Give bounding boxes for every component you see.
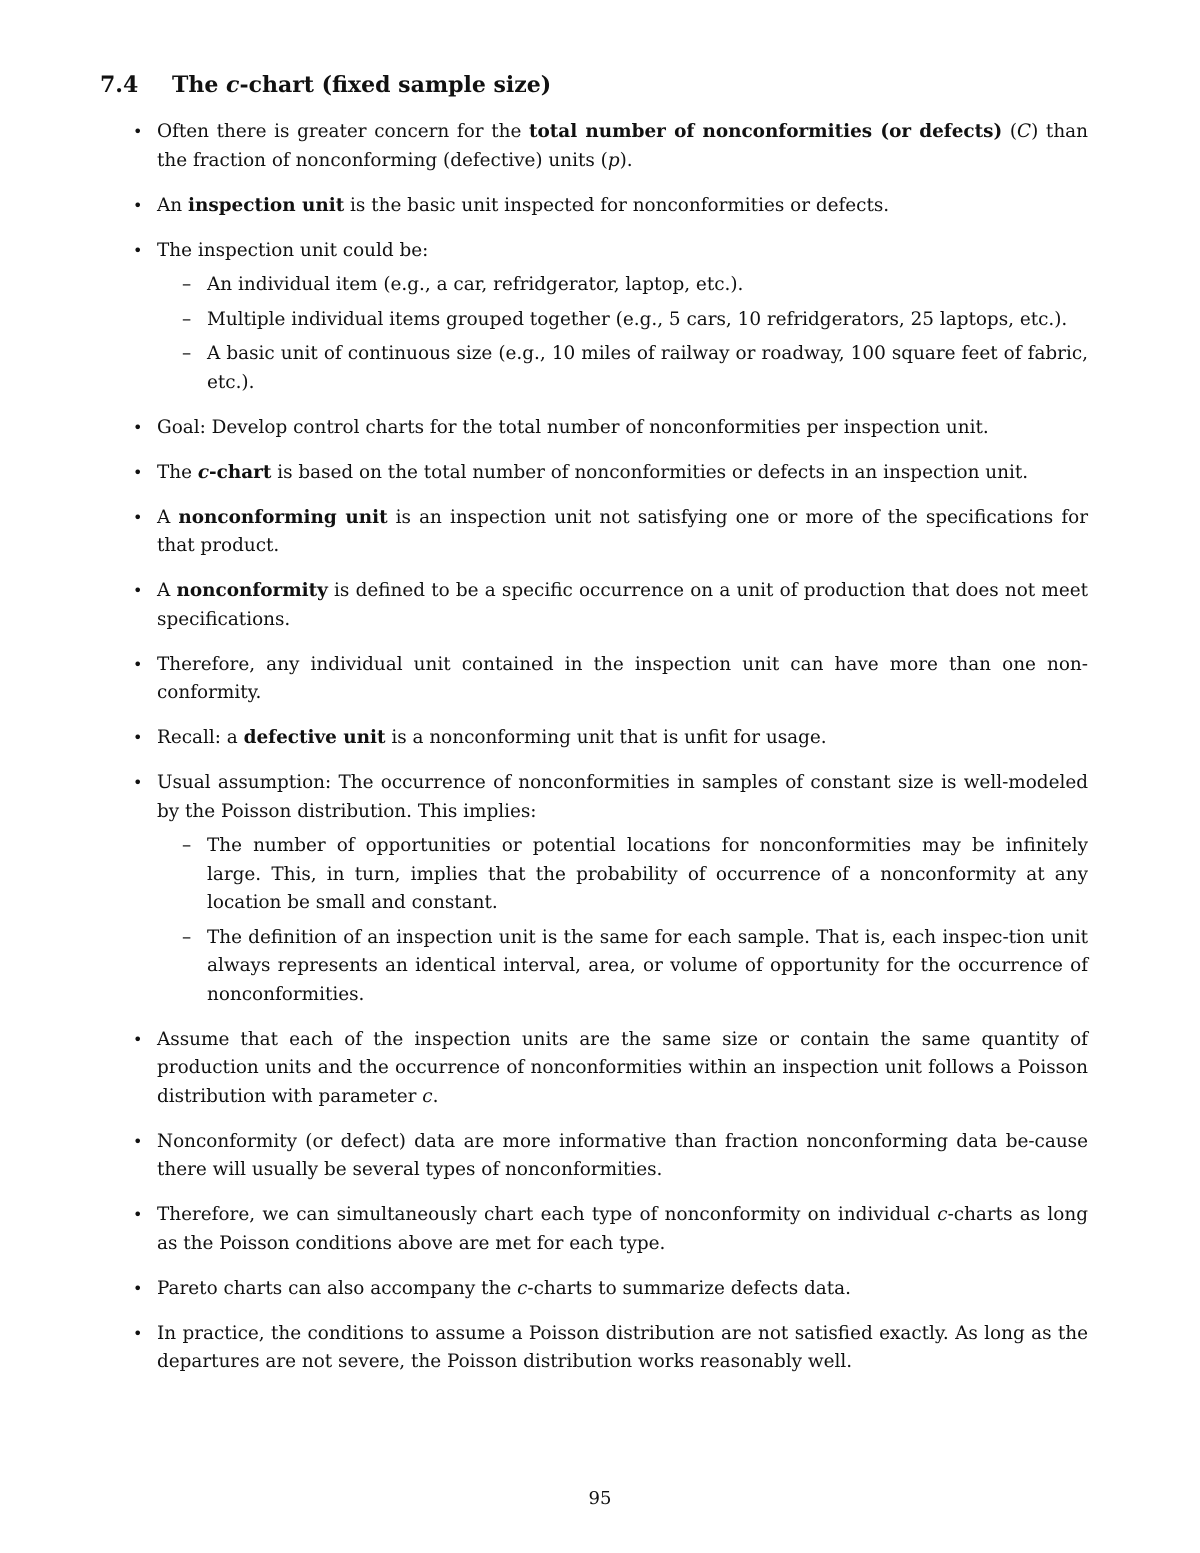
sub-list <box>157 832 1088 1009</box>
math-variable: p <box>607 149 620 171</box>
text-span: Assume that each of the inspection units are the same size or contain the same quantity of production units and the occurrence of nonconformities within an inspection unit follows a Poisson distribution with parameter <box>157 1028 1088 1107</box>
text-span: Therefore, we can simultaneously chart each type of nonconformity on individual <box>157 1204 938 1225</box>
bullet-list <box>157 118 1088 1393</box>
text-span: The inspection unit could be: <box>157 239 429 261</box>
bullet-assume-same-size <box>157 1026 1088 1112</box>
bold-term: defective unit <box>243 727 386 748</box>
bullet-simultaneous-chart <box>157 1201 1088 1258</box>
sub-item: – An individual item (e.g., a car, refridgerator, laptop, etc.). <box>207 271 1088 300</box>
bullet-nonconformity <box>157 577 1088 634</box>
text-span: is defined to be a specific occurrence on a unit of production that does not meet specifications. <box>157 580 1088 630</box>
section-heading <box>100 72 551 98</box>
bold-term: nonconformity <box>176 580 328 601</box>
sub-item: – The number of opportunities or potential locations for nonconformities may be infinitely large. This, in turn, implies that the probability of occurrence of a nonconformity at any location be small and constant. <box>207 832 1088 918</box>
sub-item: – The definition of an inspection unit is the same for each sample. That is, each inspec-tion unit always represents an identical interval, area, or volume of opportunity for the occurrence of nonconformities. <box>207 924 1088 1010</box>
bullet-c-chart <box>157 459 1088 488</box>
bullet-total-nonconformities <box>157 118 1088 175</box>
text-span: Pareto charts can also accompany the <box>157 1277 518 1299</box>
bullet-pareto <box>157 1275 1088 1304</box>
bullet-more-than-one: • Therefore, any individual unit contained in the inspection unit can have more than one non-conformity. <box>157 651 1088 708</box>
math-variable: C <box>1017 121 1032 142</box>
bullet-in-practice: • In practice, the conditions to assume a Poisson distribution are not satisfied exactly. As long as the departures are not severe, the Poisson distribution works reasonably well. <box>157 1320 1088 1377</box>
text-span: Often there is greater concern for the <box>157 121 530 142</box>
bold-term: nonconforming unit <box>178 506 388 528</box>
text-span: is a nonconforming unit that is unfit for usage. <box>385 727 827 748</box>
text-span: Recall: a <box>157 727 244 748</box>
sub-list <box>157 271 1088 397</box>
bullet-inspection-unit <box>157 192 1088 221</box>
text-span: is based on the total number of nonconformities or defects in an inspection unit. <box>271 461 1029 483</box>
text-span: A <box>157 580 177 601</box>
section-title-var: c <box>226 72 240 98</box>
sub-item: – Multiple individual items grouped together (e.g., 5 cars, 10 refridgerators, 25 laptops, etc.). <box>207 306 1088 335</box>
text-span: is the basic unit inspected for nonconformities or defects. <box>344 194 890 216</box>
text-span: A <box>157 506 179 528</box>
section-title-post: -chart (fixed sample size) <box>239 72 552 98</box>
bullet-more-informative: • Nonconformity (or defect) data are more informative than fraction nonconforming data be-cause there will usually be several types of nonconformities. <box>157 1128 1088 1185</box>
section-title-pre: The <box>172 72 227 98</box>
page-number: 95 <box>588 1488 612 1509</box>
text-span: ). <box>619 149 633 171</box>
text-span: is an inspection unit not satisfying one or more of the specifications for that product. <box>157 506 1088 556</box>
text-span: ) than the fraction of nonconforming (defective) units ( <box>157 121 1088 171</box>
sub-item: – A basic unit of continuous size (e.g., 10 miles of railway or roadway, 100 square feet of fabric, etc.). <box>207 340 1088 397</box>
math-variable: c <box>422 1085 433 1107</box>
bullet-usual-assumption <box>157 769 1088 1009</box>
section-number: 7.4 <box>100 72 139 98</box>
text-span: . <box>432 1085 439 1107</box>
text-span: ( <box>1002 121 1018 142</box>
bullet-goal: • Goal: Develop control charts for the total number of nonconformities per inspection unit. <box>157 414 1088 443</box>
text-span: -chart <box>209 461 272 483</box>
bold-term: total number of nonconformities (or defects) <box>529 121 1003 142</box>
text-span: -charts as long as the Poisson conditions above are met for each type. <box>157 1204 1088 1254</box>
bullet-defective-unit <box>157 724 1088 753</box>
text-span: An <box>157 194 188 216</box>
bold-term: inspection unit <box>187 194 345 216</box>
math-variable: c <box>937 1204 948 1225</box>
text-span: -charts to summarize defects data. <box>527 1277 851 1299</box>
math-variable: c <box>197 461 210 483</box>
text-span: The <box>157 461 198 483</box>
bullet-nonconforming-unit <box>157 504 1088 561</box>
bullet-inspection-unit-could-be <box>157 237 1088 398</box>
text-span: Usual assumption: The occurrence of nonconformities in samples of constant size is well-modeled by the Poisson distribution. This implies: <box>157 772 1088 822</box>
math-variable: c <box>517 1277 528 1299</box>
bold-term <box>198 462 272 483</box>
